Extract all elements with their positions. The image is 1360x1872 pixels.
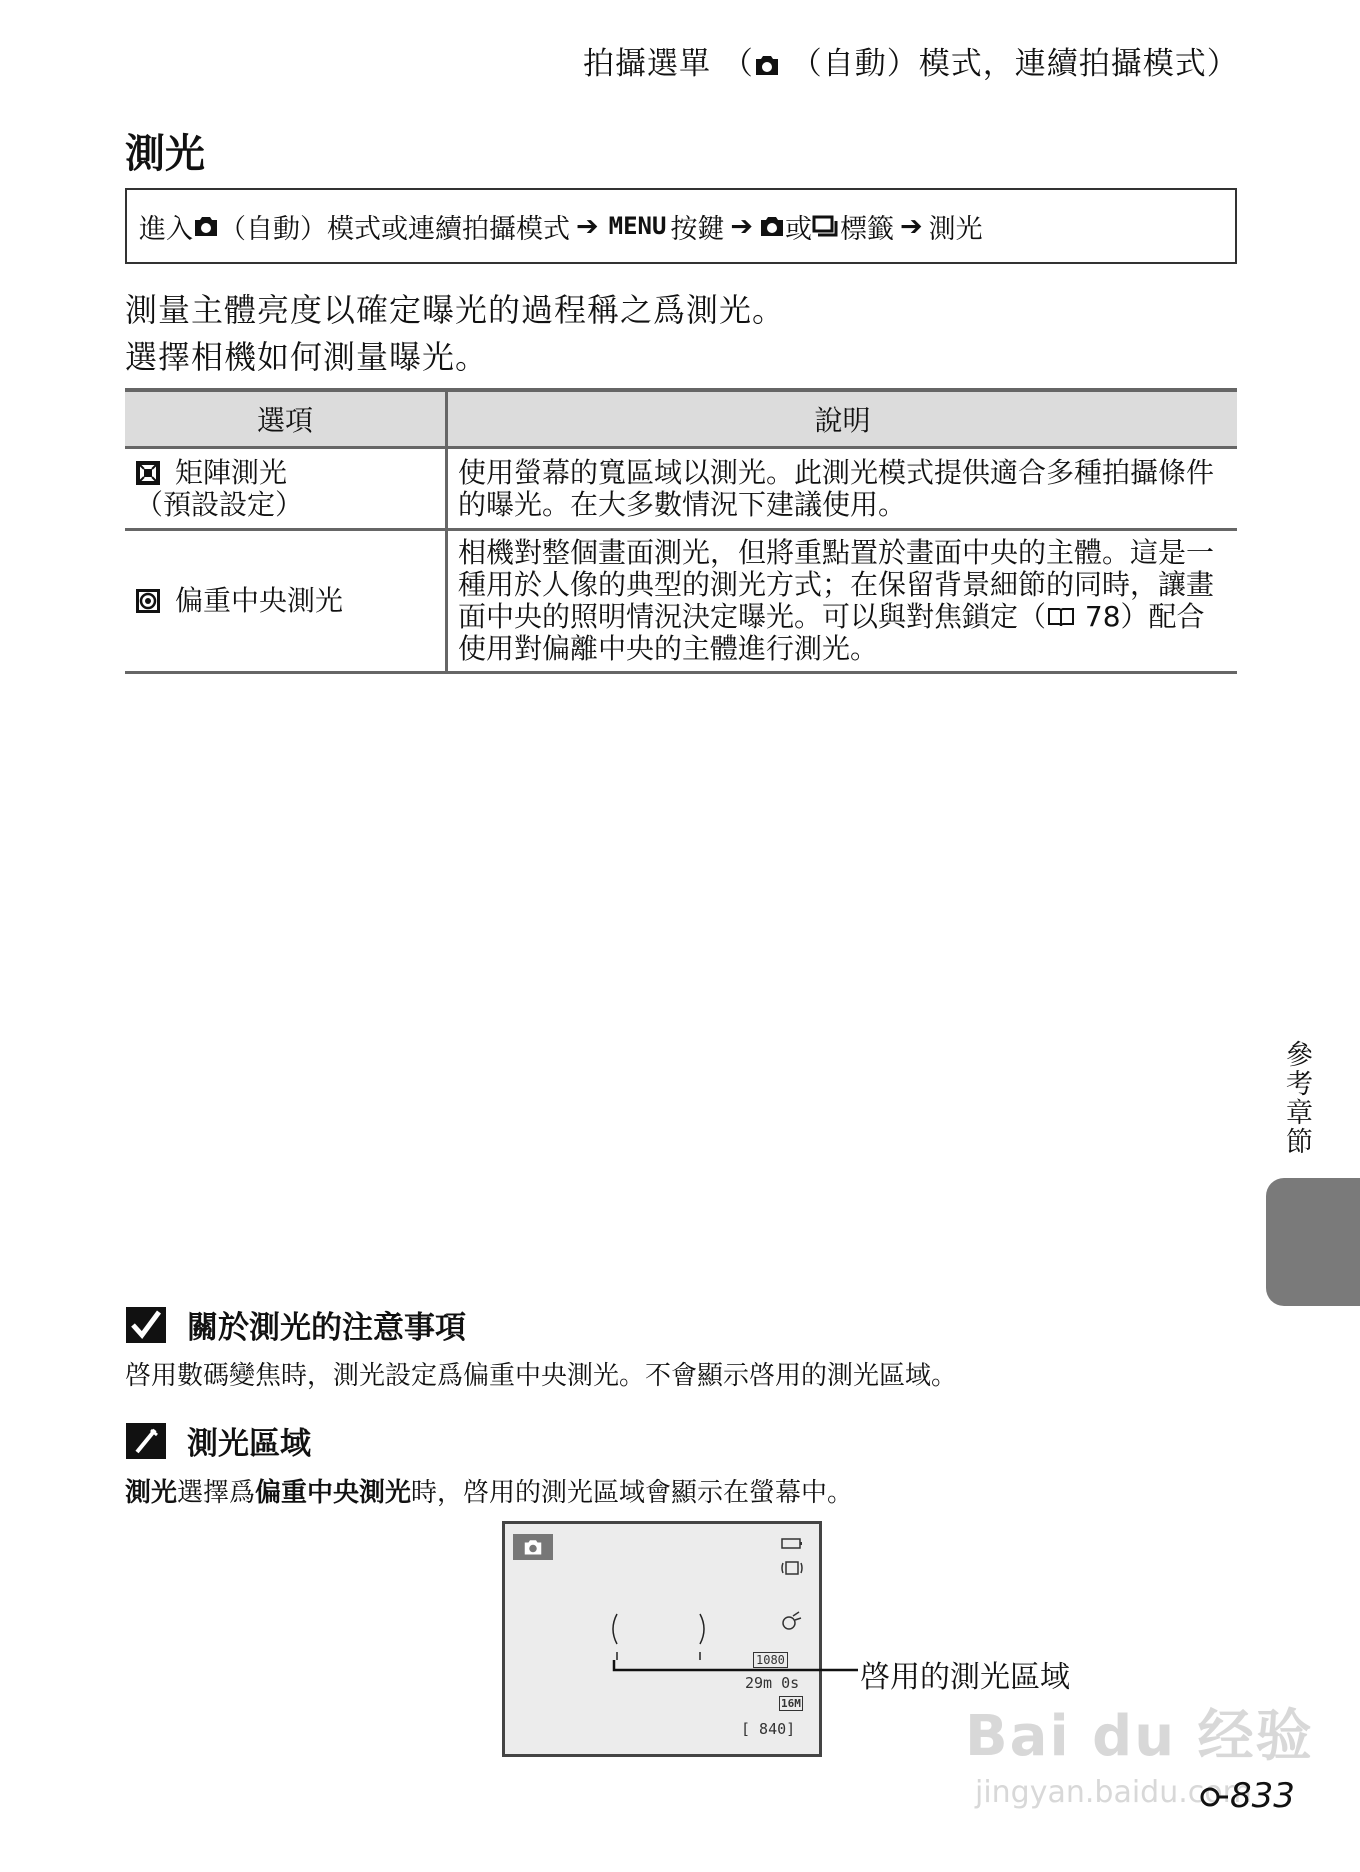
watermark: Bai du 经验	[965, 1704, 1314, 1769]
arrow-icon: ➔	[730, 210, 754, 242]
battery-icon	[781, 1536, 803, 1550]
note-caution-heading: 關於測光的注意事項	[125, 1302, 466, 1347]
description-cell: 使用螢幕的寬區域以測光。此測光模式提供適合多種拍攝條件的曝光。在大多數情況下建議使用。	[447, 448, 1238, 530]
page-title: 測光	[125, 131, 205, 177]
page-number: 833	[1200, 1776, 1295, 1816]
note-info-text: 測光選擇爲偏重中央測光時，啓用的測光區域會顯示在螢幕中。	[125, 1478, 854, 1508]
watermark-url: jingyan.baidu.com	[975, 1775, 1252, 1810]
vibration-reduction-icon	[781, 1558, 803, 1578]
arrow-icon: ➔	[900, 210, 923, 242]
shooting-mode-indicator	[513, 1534, 553, 1560]
column-header-option: 選項	[125, 390, 447, 448]
side-tab-label: 參考章節	[1281, 1040, 1312, 1156]
arrow-icon: ➔	[576, 210, 599, 242]
menu-button-label: MENU	[608, 212, 667, 240]
intro-line-2: 選擇相機如何測量曝光。	[125, 338, 489, 376]
pencil-note-icon	[125, 1422, 167, 1460]
note-caution-text: 啓用數碼變焦時，測光設定爲偏重中央測光。不會顯示啓用的測光區域。	[125, 1361, 958, 1391]
intro-line-1: 測量主體亮度以確定曝光的過程稱之爲測光。	[125, 291, 786, 329]
option-cell: 偏重中央測光	[125, 530, 447, 673]
header-title: 拍攝選單 （ （自動）模式，連續拍攝模式）	[583, 46, 1239, 82]
option-cell: 矩陣測光 （預設設定）	[125, 448, 447, 530]
remaining-time: 29m 0s	[745, 1674, 800, 1692]
matrix-metering-icon	[135, 460, 161, 486]
camera-icon	[754, 53, 780, 77]
table-row	[125, 448, 1237, 530]
column-header-description: 說明	[447, 390, 1238, 448]
table-row	[125, 530, 1237, 673]
motion-detection-icon	[779, 1610, 803, 1632]
checkmark-icon	[125, 1306, 167, 1344]
menu-path-box: 進入 （自動）模式或連續拍攝模式 ➔ MENU 按鍵 ➔ 或 標籤 ➔ 測光	[125, 188, 1237, 264]
callout-leader-line	[612, 1660, 862, 1680]
camera-icon	[193, 214, 219, 238]
center-weighted-metering-icon	[135, 588, 161, 614]
description-cell: 相機對整個畫面測光，但將重點置於畫面中央的主體。這是一種用於人像的典型的測光方式；在保留背景細節的同時，讓畫面中央的照明情況決定曝光。可以與對焦鎖定（ 78）配合使用對偏離中央的主體進行測光。	[447, 530, 1238, 673]
exposures-remaining: [ 840]	[741, 1720, 796, 1738]
reference-section-icon	[1200, 1784, 1230, 1810]
options-table	[125, 388, 1237, 674]
table-header-row	[125, 390, 1237, 448]
book-reference-icon	[1046, 605, 1076, 629]
camera-screen-illustration	[502, 1521, 822, 1757]
image-size-label: 16M	[781, 1697, 801, 1710]
camera-icon	[759, 214, 785, 238]
note-info-heading: 測光區域	[125, 1418, 311, 1463]
continuous-shooting-icon	[812, 214, 840, 238]
side-tab	[1266, 1178, 1360, 1306]
camera-icon	[522, 1538, 544, 1556]
callout-label: 啓用的測光區域	[860, 1660, 1070, 1695]
movie-size-label: 1080	[753, 1652, 788, 1668]
